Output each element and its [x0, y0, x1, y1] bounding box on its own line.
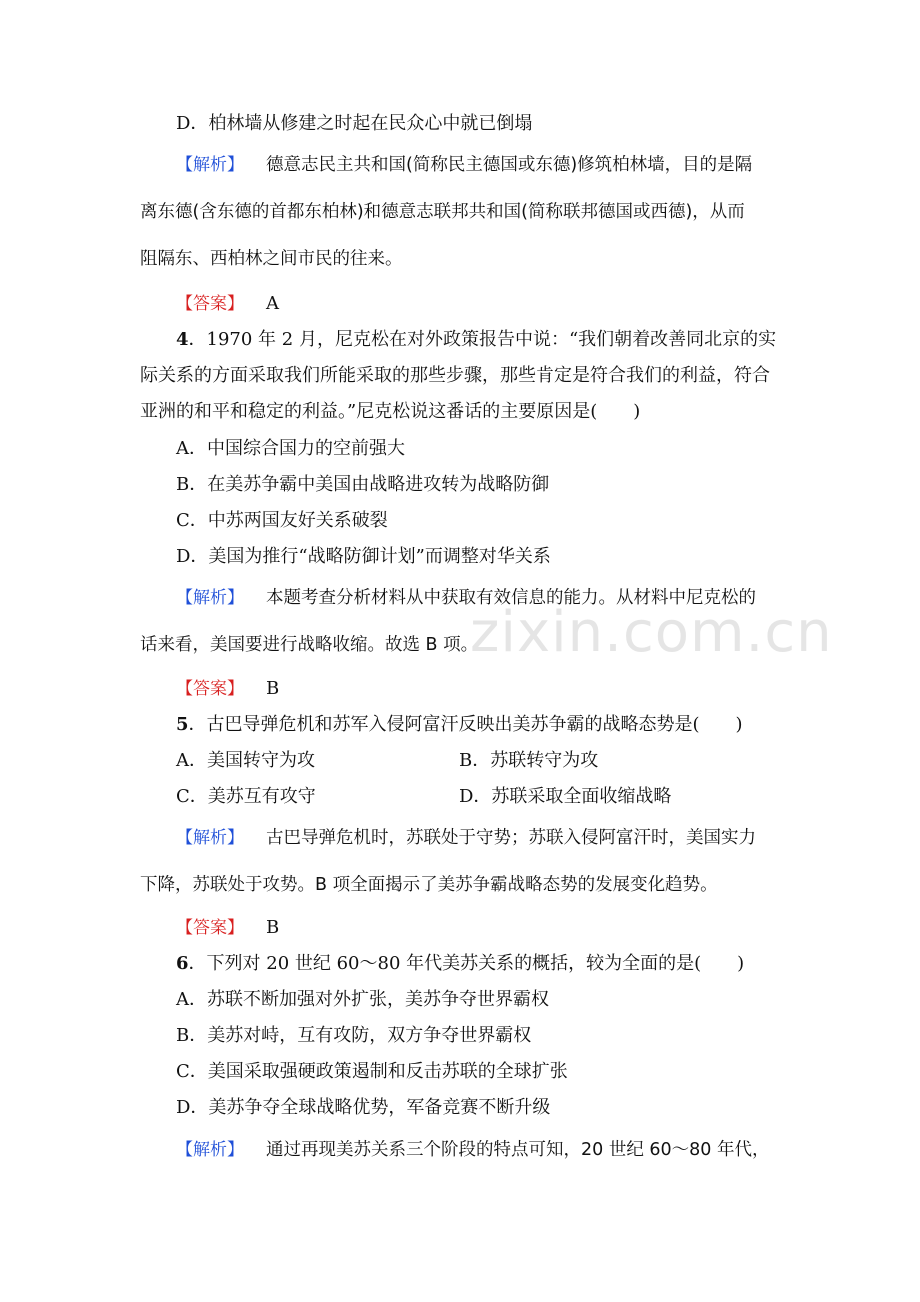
analysis-text: 古巴导弹危机时，苏联处于守势；苏联入侵阿富汗时，美国实力 [266, 828, 756, 848]
q6-option-d: D．美苏争夺全球战略优势，军备竞赛不断升级 [176, 1097, 551, 1118]
q6-option-b: B．美苏对峙，互有攻防，双方争夺世界霸权 [176, 1025, 532, 1046]
analysis-text: 德意志民主共和国(简称民主德国或东德)修筑柏林墙，目的是隔 [266, 155, 753, 175]
q6-option-a: A．苏联不断加强对外扩张，美苏争夺世界霸权 [176, 989, 549, 1010]
analysis-tag: 【解析】 [176, 828, 244, 848]
question-text: ．古巴导弹危机和苏军入侵阿富汗反映出美苏争霸的战略态势是( ) [188, 714, 743, 735]
q5-stem [176, 713, 743, 737]
question-text: ．1970 年 2 月，尼克松在对外政策报告中说：“我们朝着改善同北京的实 [188, 329, 777, 350]
q4-option-c: C．中苏两国友好关系破裂 [176, 510, 388, 531]
q4-answer [176, 677, 279, 701]
q5-analysis-line-1 [176, 826, 756, 850]
analysis-tag: 【解析】 [176, 155, 244, 175]
question-number: 6 [176, 953, 189, 974]
q5-option-d: D．苏联采取全面收缩战略 [459, 786, 672, 807]
q4-option-d: D．美国为推行“战略防御计划”而调整对华关系 [176, 546, 551, 567]
q3-analysis-line-3: 阻隔东、西柏林之间市民的往来。 [140, 249, 403, 269]
analysis-text: 本题考查分析材料从中获取有效信息的能力。从材料中尼克松的 [266, 588, 756, 608]
q6-stem [176, 952, 744, 976]
question-number: 4 [176, 329, 189, 350]
answer-value: A [266, 293, 279, 314]
analysis-tag: 【解析】 [176, 1140, 244, 1160]
answer-tag: 【答案】 [176, 294, 244, 314]
q5-analysis-line-2: 下降，苏联处于攻势。B 项全面揭示了美苏争霸战略态势的发展变化趋势。 [140, 875, 718, 895]
answer-tag: 【答案】 [176, 918, 244, 938]
q4-analysis-line-2: 话来看，美国要进行战略收缩。故选 B 项。 [140, 635, 479, 655]
q5-option-b: B．苏联转守为攻 [459, 750, 599, 771]
answer-value: B [266, 678, 280, 699]
q3-option-d: D．柏林墙从修建之时起在民众心中就已倒塌 [176, 113, 533, 134]
q5-answer [176, 916, 279, 940]
q3-analysis-line-1 [176, 153, 752, 177]
answer-value: B [266, 917, 280, 938]
question-text: ．下列对 20 世纪 60～80 年代美苏关系的概括，较为全面的是( ) [188, 953, 745, 974]
analysis-text: 通过再现美苏关系三个阶段的特点可知，20 世纪 60～80 年代， [266, 1140, 770, 1160]
q5-option-c: C．美苏互有攻守 [176, 786, 316, 807]
q4-stem-line-3: 亚洲的和平和稳定的利益。”尼克松说这番话的主要原因是( ) [140, 401, 641, 422]
q4-stem-line-2: 际关系的方面采取我们所能采取的那些步骤，那些肯定是符合我们的利益，符合 [140, 365, 770, 386]
question-number: 5 [176, 714, 189, 735]
q3-answer [176, 292, 279, 316]
answer-tag: 【答案】 [176, 679, 244, 699]
q4-stem-line-1 [176, 328, 776, 352]
analysis-tag: 【解析】 [176, 588, 244, 608]
q4-option-b: B．在美苏争霸中美国由战略进攻转为战略防御 [176, 474, 550, 495]
q6-analysis-line-1 [176, 1138, 770, 1162]
q5-option-a: A．美国转守为攻 [176, 750, 315, 771]
q4-option-a: A．中国综合国力的空前强大 [176, 438, 405, 459]
q3-analysis-line-2: 离东德(含东德的首都东柏林)和德意志联邦共和国(简称联邦德国或西德)，从而 [140, 202, 745, 222]
watermark: zixin.com.cn [470, 600, 833, 665]
q6-option-c: C．美国采取强硬政策遏制和反击苏联的全球扩张 [176, 1061, 568, 1082]
